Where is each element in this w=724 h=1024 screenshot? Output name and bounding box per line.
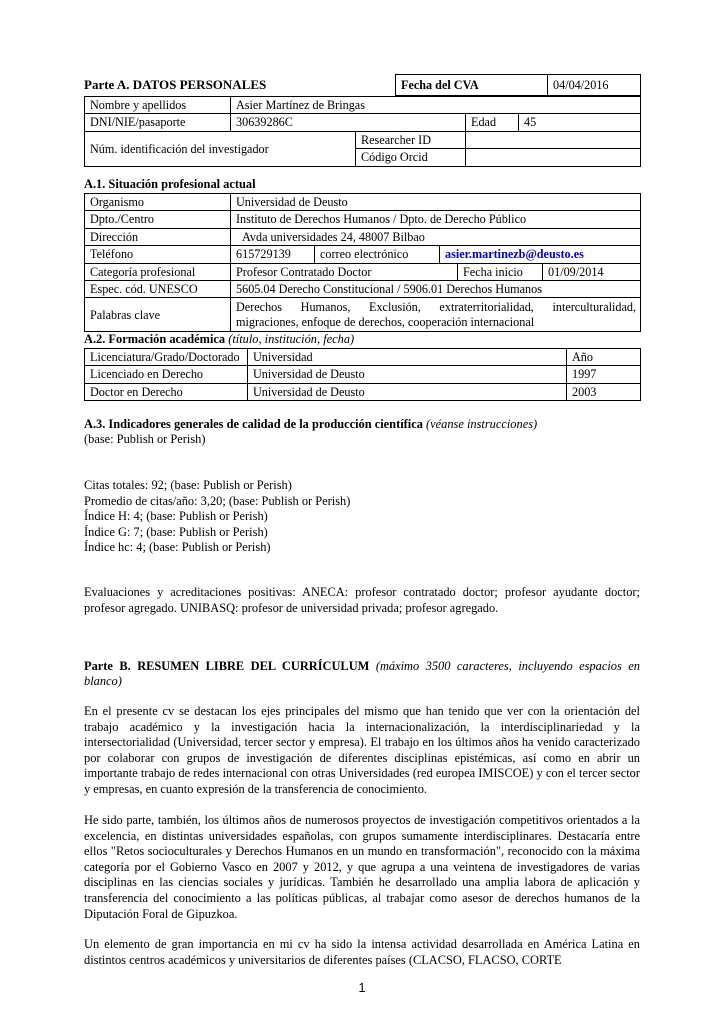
a1-heading-text: A.1. Situación profesional actual bbox=[84, 177, 256, 191]
part-a-header bbox=[84, 74, 640, 96]
a1-table-wrap bbox=[84, 193, 640, 332]
a2-col-degree: Licenciatura/Grado/Doctorado bbox=[85, 349, 248, 366]
metric-citas-totales: Citas totales: 92; (base: Publish or Perish) bbox=[84, 478, 292, 492]
table-row bbox=[85, 298, 641, 332]
part-b-paragraph-2: He sido parte, también, los últimos años de numerosos proyectos de investigación competitivos orientados a la excelencia, en distintas universidades españolas, con grupos sumamente interdisciplinares. Destacaría entre ellos "Retos socioculturales y Derechos Humanos en un mundo en transformación", reconocido con la máxima categoría por el Gobierno Vasco en 2007 y 2012, y que agrupa a una veintena de investigadores de varias disciplinas en las ciencias sociales y jurídicas. También he desarrollado una amplia labora de aplicación y transferencia del conocimiento a las políticas públicas, al trabajar como asesor de derechos humanos de la Diputación Foral de Gipuzkoa. bbox=[84, 813, 640, 921]
table-row bbox=[85, 228, 641, 245]
name-label: Nombre y apellidos bbox=[85, 97, 231, 114]
dni-value: 30639286C bbox=[231, 114, 466, 131]
telefono-label: Teléfono bbox=[85, 246, 231, 263]
part-b-paragraph-3: Un elemento de gran importancia en mi cv ha sido la intensa actividad desarrollada en América Latina en distintos centros académicos y universitarios de diferentes países (CLACSO, FLACSO, CORTE bbox=[84, 937, 640, 967]
categoria-value: Profesor Contratado Doctor bbox=[231, 263, 458, 280]
email-label: correo electrónico bbox=[315, 246, 440, 263]
direccion-label: Dirección bbox=[85, 228, 231, 245]
unesco-value: 5605.04 Derecho Constitucional / 5906.01 Derechos Humanos bbox=[231, 281, 641, 298]
cva-date-label: Fecha del CVA bbox=[396, 75, 548, 96]
unesco-label: Espec. cód. UNESCO bbox=[85, 281, 231, 298]
a2-col-year: Año bbox=[567, 349, 641, 366]
a3-heading-note: (véanse instrucciones) bbox=[426, 417, 538, 431]
table-row bbox=[396, 75, 641, 96]
document-page bbox=[84, 0, 640, 1024]
a2-degree: Doctor en Derecho bbox=[85, 383, 248, 400]
age-value: 45 bbox=[519, 114, 641, 131]
table-row bbox=[85, 349, 641, 366]
fecha-inicio-label: Fecha inicio bbox=[458, 263, 543, 280]
a3-base-line: (base: Publish or Perish) bbox=[84, 432, 206, 446]
table-row bbox=[85, 211, 641, 228]
a1-table bbox=[84, 193, 641, 332]
orcid-value bbox=[466, 149, 641, 166]
part-b-paragraph-1: En el presente cv se destacan los ejes principales del mismo que han tenido que ver con la orientación del trabajo académico y la investigación hacia la internacionalización, la interdisciplinariedad y la intersectorialidad (Universidad, tercer sector y empresa). El trabajo en los últimos años ha venido caracterizado por colaborar con grupos de investigación de diferentes disciplinas epistémicas, así como en abrir un importante trabajo de redes internacional con otras Universidades (red europea IMISCOE) y con el tercer sector y empresas, en cuanto expresión de la transferencia de conocimiento. bbox=[84, 704, 640, 796]
dpto-value: Instituto de Derechos Humanos / Dpto. de Derecho Público bbox=[231, 211, 641, 228]
personal-data-table-wrap bbox=[84, 96, 640, 167]
table-row bbox=[85, 194, 641, 211]
organismo-value: Universidad de Deusto bbox=[231, 194, 641, 211]
telefono-value: 615729139 bbox=[231, 246, 315, 263]
a2-year: 1997 bbox=[567, 366, 641, 383]
metric-indice-hc: Índice hc: 4; (base: Publish or Perish) bbox=[84, 540, 271, 555]
researcher-id-label: Researcher ID bbox=[356, 131, 466, 148]
a3-metrics bbox=[84, 478, 640, 556]
cva-date-table bbox=[395, 74, 641, 96]
table-row bbox=[85, 281, 641, 298]
a2-degree: Licenciado en Derecho bbox=[85, 366, 248, 383]
part-b-heading bbox=[84, 659, 640, 689]
researcher-id-value bbox=[466, 131, 641, 148]
table-row bbox=[85, 97, 641, 114]
table-row bbox=[85, 114, 641, 131]
email-value[interactable]: asier.martinezb@deusto.es bbox=[440, 246, 641, 263]
a2-year: 2003 bbox=[567, 383, 641, 400]
table-row bbox=[85, 383, 641, 400]
dni-label: DNI/NIE/pasaporte bbox=[85, 114, 231, 131]
part-b-heading-text: Parte B. RESUMEN LIBRE DEL CURRÍCULUM bbox=[84, 659, 370, 673]
table-row bbox=[85, 263, 641, 280]
part-b-paragraph-2-wrap bbox=[84, 813, 640, 922]
age-label: Edad bbox=[466, 114, 519, 131]
name-value: Asier Martínez de Bringas bbox=[231, 97, 641, 114]
a2-col-university: Universidad bbox=[248, 349, 567, 366]
a2-table bbox=[84, 348, 641, 401]
a2-heading-text: A.2. Formación académica bbox=[84, 332, 226, 346]
a2-university: Universidad de Deusto bbox=[248, 366, 567, 383]
a3-base-line-wrap bbox=[84, 432, 640, 448]
palabras-clave-value: Derechos Humanos, Exclusión, extraterritorialidad, interculturalidad, migraciones, enfoque de derechos, cooperación internacional bbox=[231, 298, 641, 332]
table-row bbox=[85, 366, 641, 383]
dpto-label: Dpto./Centro bbox=[85, 211, 231, 228]
a3-evaluations-wrap bbox=[84, 585, 640, 616]
a2-heading bbox=[84, 332, 640, 347]
a3-evaluations: Evaluaciones y acreditaciones positivas: ANECA: profesor contratado doctor; profesor ayudante doctor; profesor agregado. UNIBASQ: profesor de universidad privada; profesor agregado. bbox=[84, 585, 640, 615]
page-number: 1 bbox=[358, 981, 366, 995]
a1-heading bbox=[84, 177, 640, 192]
metric-promedio-citas: Promedio de citas/año: 3,20; (base: Publish or Perish) bbox=[84, 493, 351, 508]
a2-university: Universidad de Deusto bbox=[248, 383, 567, 400]
part-b-paragraph-1-wrap bbox=[84, 704, 640, 798]
table-row bbox=[85, 246, 641, 263]
categoria-label: Categoría profesional bbox=[85, 263, 231, 280]
organismo-label: Organismo bbox=[85, 194, 231, 211]
part-a-title: Parte A. DATOS PERSONALES bbox=[84, 77, 267, 92]
researcher-number-label: Núm. identificación del investigador bbox=[85, 131, 356, 166]
cva-date-value: 04/04/2016 bbox=[548, 75, 641, 96]
a2-table-wrap bbox=[84, 348, 640, 401]
part-b-paragraph-3-wrap bbox=[84, 937, 640, 968]
a3-heading-text: A.3. Indicadores generales de calidad de la producción científica bbox=[84, 417, 423, 431]
fecha-inicio-value: 01/09/2014 bbox=[543, 263, 641, 280]
metric-indice-h: Índice H: 4; (base: Publish or Perish) bbox=[84, 509, 268, 524]
direccion-value: Avda universidades 24, 48007 Bilbao bbox=[231, 228, 641, 245]
metric-indice-g: Índice G: 7; (base: Publish or Perish) bbox=[84, 524, 268, 539]
personal-data-table bbox=[84, 96, 641, 167]
palabras-clave-label: Palabras clave bbox=[85, 298, 231, 332]
part-b-heading-note: (máximo 3500 caracteres, incluyendo espacios en blanco) bbox=[84, 659, 640, 688]
orcid-label: Código Orcid bbox=[356, 149, 466, 166]
a2-heading-note: (título, institución, fecha) bbox=[228, 332, 355, 346]
a3-heading bbox=[84, 417, 640, 432]
table-row bbox=[85, 131, 641, 148]
